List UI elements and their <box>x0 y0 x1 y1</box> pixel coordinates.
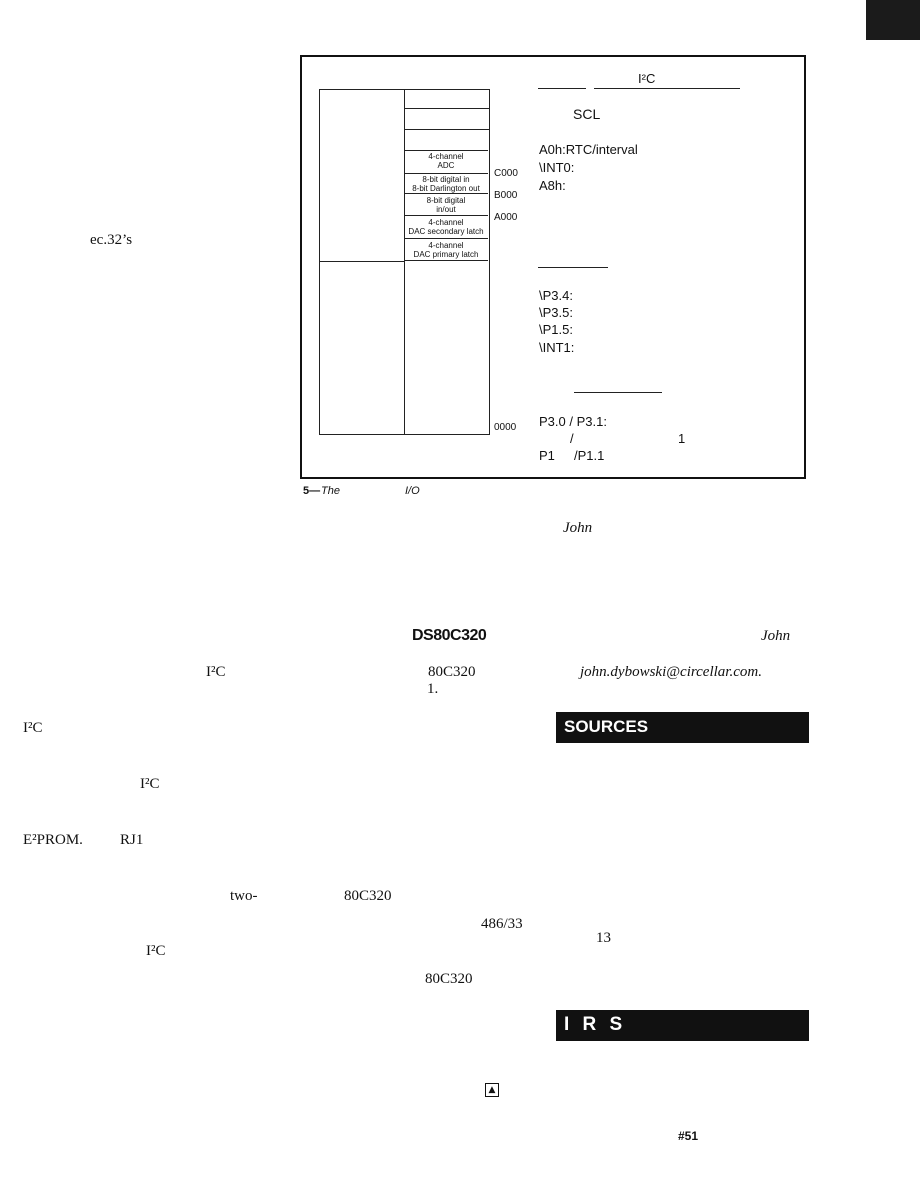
memory-map-divider <box>404 89 405 435</box>
body-text-fragment: 80C320 <box>428 664 476 680</box>
body-text-fragment: John <box>761 628 791 644</box>
i2c-heading: I²C <box>638 71 656 86</box>
i2c-item: A8h: <box>539 178 566 193</box>
heading-rule <box>538 88 586 89</box>
port-item: \P1.5: <box>539 322 573 337</box>
reader-service-number: #51 <box>678 1129 699 1143</box>
serial-item: / <box>570 431 574 446</box>
body-text-fragment: I²C <box>206 664 226 680</box>
irs-heading-bar <box>556 1010 809 1041</box>
memory-map-line <box>404 129 490 130</box>
author-email: john.dybowski@circellar.com. <box>580 664 762 680</box>
memory-map-line <box>404 108 490 109</box>
heading-rule <box>594 88 740 89</box>
port-item: \P3.5: <box>539 305 573 320</box>
body-text-fragment: John <box>563 520 593 536</box>
serial-item: /P1.1 <box>574 448 605 463</box>
port-item: \INT1: <box>539 340 575 355</box>
address-label: A000 <box>494 212 518 223</box>
memory-map-line <box>404 193 488 194</box>
sources-heading-bar <box>556 712 809 743</box>
memory-map-line <box>404 215 488 216</box>
irs-heading: I R S <box>564 1014 627 1035</box>
address-label: 0000 <box>494 422 517 433</box>
memory-segment-dac-secondary: 4-channel DAC secondary latch <box>408 218 484 236</box>
port-item: \P3.4: <box>539 288 573 303</box>
figure-caption-text: I/O <box>405 485 420 497</box>
serial-item: P3.0 / P3.1: <box>539 414 607 429</box>
corner-tab <box>866 0 920 40</box>
body-text-fragment: 486/33 <box>481 916 523 932</box>
address-label: B000 <box>494 190 518 201</box>
memory-segment-dac-primary: 4-channel DAC primary latch <box>413 241 479 259</box>
body-text-fragment: I²C <box>146 943 166 959</box>
memory-map-line <box>404 150 488 151</box>
end-of-article-icon: ▲ <box>485 1083 499 1097</box>
figure-caption-text: The <box>321 485 340 497</box>
body-text-fragment: ec.32’s <box>90 232 133 248</box>
memory-segment-digital-io: 8-bit digital in/out <box>426 196 466 214</box>
sources-heading: SOURCES <box>564 717 649 736</box>
body-text-fragment: 13 <box>596 930 611 946</box>
address-label: C000 <box>494 168 518 179</box>
memory-map-line <box>319 261 404 262</box>
serial-item: P1 <box>539 448 555 463</box>
memory-map-line <box>404 238 488 239</box>
body-text-fragment: 1. <box>427 681 439 697</box>
heading-rule <box>574 392 662 393</box>
body-text-fragment: I²C <box>23 720 43 736</box>
i2c-item: \INT0: <box>539 160 575 175</box>
heading-rule <box>538 267 608 268</box>
scl-label: SCL <box>573 106 601 122</box>
memory-segment-adc: 4-channel ADC <box>428 152 464 170</box>
body-text-fragment: 80C320 <box>425 971 473 987</box>
body-text-fragment: E²PROM. <box>23 832 83 848</box>
serial-item: 1 <box>678 431 686 446</box>
memory-map-line <box>404 173 488 174</box>
figure-caption-number: 5— <box>303 485 321 497</box>
memory-map-line <box>404 260 488 261</box>
body-text-fragment: 80C320 <box>344 888 392 904</box>
body-text-fragment: two- <box>230 888 258 904</box>
memory-segment-digital-darlington: 8-bit digital in 8-bit Darlington out <box>412 175 480 193</box>
i2c-item: A0h:RTC/interval <box>539 142 638 157</box>
body-text-fragment: RJ1 <box>120 832 144 848</box>
body-text-fragment: I²C <box>140 776 160 792</box>
product-name: DS80C320 <box>412 627 487 644</box>
